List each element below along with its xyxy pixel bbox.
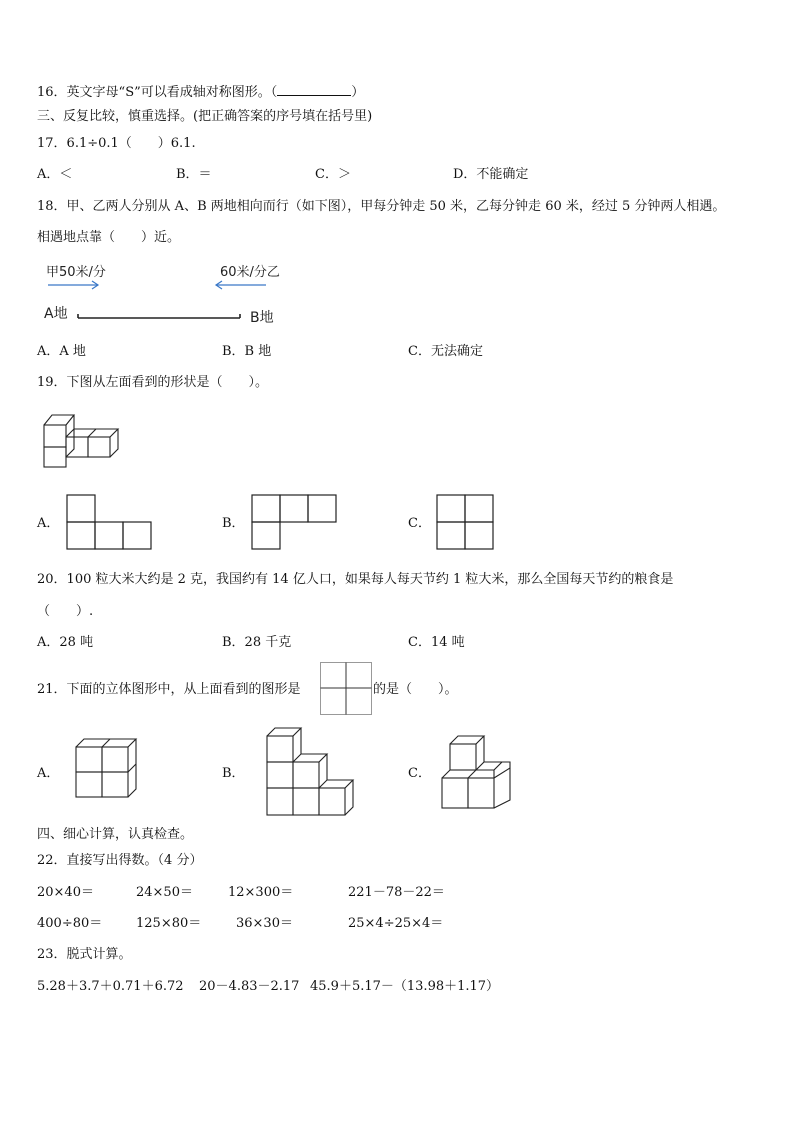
q22-row2-item2: 125×80＝: [136, 916, 202, 931]
q17-option-a[interactable]: A．＜: [37, 167, 73, 182]
section-3-heading: 三、反复比较，慎重选择。(把正确答案的序号填在括号里): [37, 109, 373, 124]
q18-route-segment: [78, 314, 240, 318]
left-arrow-icon: [216, 281, 266, 289]
q18-point-a: A地: [44, 306, 68, 322]
q22-row1-item2: 24×50＝: [136, 885, 193, 900]
q19-option-c[interactable]: C．: [408, 516, 431, 531]
q21-option-b[interactable]: B．: [222, 766, 245, 781]
q19-option-a-figure[interactable]: [66, 494, 152, 550]
q18-point-b: B地: [250, 310, 274, 326]
q21-option-b-figure[interactable]: [265, 726, 355, 818]
question-17-stem: 17．6.1÷0.1（ ）6.1.: [37, 136, 196, 151]
question-21-stem-before: 21．下面的立体图形中，从上面看到的图形是: [37, 682, 301, 697]
q22-row2-item4: 25×4÷25×4＝: [348, 916, 444, 931]
q19-option-b[interactable]: B．: [222, 516, 245, 531]
q22-row1-item1: 20×40＝: [37, 885, 94, 900]
question-20-stem-line1: 20．100 粒大米大约是 2 克，我国约有 14 亿人口，如果每人每天节约 1 粒大米，那么全国每天节约的粮食是: [37, 572, 674, 587]
q17-option-d[interactable]: D．不能确定: [453, 167, 529, 182]
question-18-stem-line2: 相遇地点靠（ ）近。: [37, 230, 181, 245]
q23-item3: 45.9＋5.17－（13.98＋1.17）: [310, 979, 500, 994]
q20-option-b[interactable]: B．28 千克: [222, 635, 292, 650]
q22-row1-item3: 12×300＝: [228, 885, 294, 900]
q18-route-figure: [40, 262, 280, 328]
q20-option-a[interactable]: A．28 吨: [37, 635, 94, 650]
q19-option-c-figure[interactable]: [436, 494, 494, 550]
q17-option-b[interactable]: B．＝: [176, 167, 212, 182]
q23-item2: 20－4.83－2.17: [199, 979, 300, 994]
question-18-stem-line1: 18．甲、乙两人分别从 A、B 两地相向而行（如下图），甲每分钟走 50 米，乙每分钟走 60 米，经过 5 分钟两人相遇。: [37, 199, 726, 214]
q21-option-a[interactable]: A．: [37, 766, 60, 781]
question-22-stem: 22．直接写出得数。（4 分）: [37, 853, 203, 868]
q22-row2-item3: 36×30＝: [236, 916, 293, 931]
q19-cube-figure: [40, 407, 120, 471]
q16-close: ）: [351, 85, 365, 100]
q17-option-c[interactable]: C．＞: [315, 167, 351, 182]
q23-item1: 5.28＋3.7＋0.71＋6.72: [37, 979, 184, 994]
question-23-stem: 23．脱式计算。: [37, 947, 132, 962]
q19-option-a[interactable]: A．: [37, 516, 60, 531]
q21-option-c[interactable]: C．: [408, 766, 431, 781]
q19-option-b-figure[interactable]: [251, 494, 337, 550]
q21-top-view-figure: [320, 662, 372, 715]
q21-option-a-figure[interactable]: [74, 737, 136, 801]
q20-option-c[interactable]: C．14 吨: [408, 635, 465, 650]
q18-label-yi-speed: 60米/分乙: [220, 265, 280, 280]
question-21-stem-after: 的是（ ）。: [373, 682, 458, 697]
question-16: [37, 83, 364, 102]
right-arrow-icon: [48, 281, 98, 289]
q18-option-b[interactable]: B．B 地: [222, 344, 272, 359]
q18-label-jia-speed: 甲50米/分: [46, 265, 106, 280]
q16-text: 16．英文字母“S”可以看成轴对称图形。（: [37, 85, 278, 100]
question-19-stem: 19．下图从左面看到的形状是（ ）。: [37, 375, 269, 390]
q21-option-c-figure[interactable]: [440, 734, 512, 810]
q18-option-c[interactable]: C．无法确定: [408, 344, 483, 359]
q22-row1-item4: 221－78－22＝: [348, 885, 445, 900]
q16-answer-blank[interactable]: [277, 83, 351, 96]
question-20-stem-line2: （ ）.: [37, 604, 94, 619]
section-4-heading: 四、细心计算，认真检查。: [37, 827, 194, 842]
q22-row2-item1: 400÷80＝: [37, 916, 103, 931]
q18-option-a[interactable]: A．A 地: [37, 344, 86, 359]
